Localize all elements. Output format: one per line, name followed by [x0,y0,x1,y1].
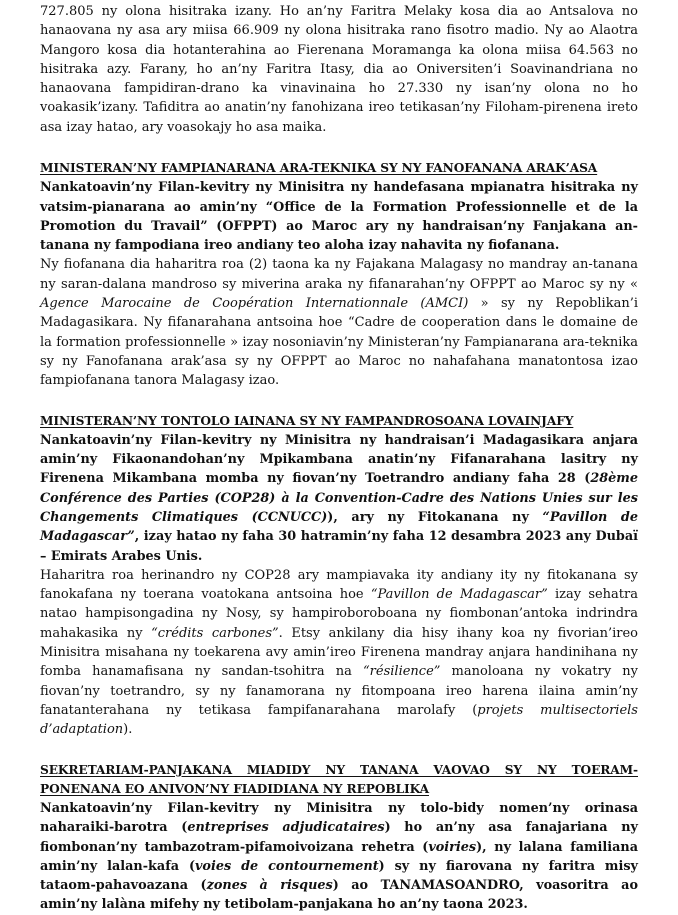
body-text: ). [123,722,133,738]
body-text: » sy ny Repoblikan’i Madagasikara. Ny fifanarahana antsoina hoe “Cadre de cooperation dans le domaine de la formation professionnelle » izay nosoniavin’ny Ministeran’ny Fampianarana ara-teknika sy ny Fanofanana arak’asa sy ny OFPPT ao Maroc no nahafahana manatontosa izao fampiofanana tanora Malagasy izao. [40,296,638,389]
lead-emphasis: voiries [428,839,477,855]
body-text: Haharitra roa herinandro ny COP28 ary mampiavaka ity andiany ity ny fitokanana sy fanokafana ny toerana voatokana antsoina hoe [40,567,638,603]
lead-text: ) ao TANAMASOANDRO, voasoritra ao amin’ny lalàna mifehy ny tetibolam-panjakana ho an’ny taona 2023. [40,878,638,913]
decision-paragraph: Nankatoavin’ny Filan-kevitry ny Minisitra ny handefasana mpianatra hisitraka ny vatsim-pianarana ao amin’ny “Office de la Formation Professionnelle et de la Promotion du Travail” (OFPPT) ao Maroc ary ny handraisan’ny Fanjakana an-tanana ny fampodiana ireo andiany teo aloha izay nahavita ny fiofanana. [40,180,638,254]
section-technical-education [40,159,638,390]
body-text: Ny fiofanana dia haharitra roa (2) taona ka ny Fajakana Malagasy no mandray an-tanana ny saran-dalana mandroso sy miverina araka ny fifanarahan’ny OFPPT ao Maroc sy ny « [40,257,638,292]
body-emphasis: “Pavillon de Madagascar” [370,587,548,603]
body-emphasis: “crédits carbones” [151,625,279,641]
section-new-cities [40,761,638,915]
body-text: . Etsy ankilany dia hisy ihany koa ny fivorian’ireo Minisitra misahana ny toekarena avy amin’ireo Firenena mandray anjara handinihana ny fomba hanamafisana ny sandan-tsohitra na [40,625,638,680]
body-emphasis: Agence Marocaine de Coopération Internationnale (AMCI) [40,296,469,312]
lead-emphasis: zones à risques [206,878,333,894]
body-paragraph [40,255,638,390]
body-text: izay sehatra natao hampisongadina ny Nosy, sy hampiroboroboana ny fiombonan’antoka indrindra mahakasika ny [40,587,638,641]
lead-emphasis: voies de contournement [195,858,379,874]
decision-paragraph [40,799,638,915]
section-environment [40,412,638,740]
body-emphasis: “résilience” [363,664,441,680]
lead-text: ), ary ny Fitokanana ny [327,509,543,525]
lead-text: , izay hatao ny faha 30 hatramin’ny faha 12 desambra 2023 any Dubaï – Emirats Arabes Unis. [40,529,638,564]
lead-text: ), ny lalana familiana amin’ny lalan-kafa ( [40,839,639,874]
lead-emphasis: “Pavillon de Madagascar” [40,509,638,545]
body-text: manoloana ny vokatry ny fiovan’ny toetrandro, sy ny fanamorana ny fitompoana ireo harena ilaina amin’ny fanatanterahana ny tetikasa fampifanarahana marolafy ( [40,664,638,718]
decision-paragraph [40,431,638,566]
intro-paragraph: 727.805 ny olona hisitraka izany. Ho an’ny Faritra Melaky kosa dia ao Antsalova no hanaovana ny asa ary miisa 66.909 ny olona hisitraka rano fisotro madio. Ny ao Alaotra Mangoro kosa dia hotanterahina ao Fierenana Moramanga ka olona miisa 64.563 no hisitraka azy. Farany, ho an’ny Faritra Itasy, dia ao Oniversiten’i Soavinandriana no hanaovana fampidiran-drano ka vinavinaina ho 27.330 ny isan’ny olona no ho voakasik’izany. Tafiditra ao anatin’ny fanohizana ireo tetikasan’ny Filoham-pirenena ireto asa izay hatao, ary voasokajy ho asa maika. [40,4,638,135]
lead-emphasis: entreprises adjudicataires [187,820,385,836]
lead-text: ) sy ny fiarovana ny faritra misy tataom-pahavoazana ( [40,858,638,894]
lead-text: Nankatoavin’ny Filan-kevitry ny Minisitra ny handraisan’i Madagasikara anjara amin’ny Fikaonandohan’ny Mpikambana anatin’ny Fifanarahana lasitry ny Firenena Mikambana momba ny fiovan’ny Toetrandro andiany faha 28 ( [40,432,638,487]
section-heading: MINISTERAN’NY TONTOLO IAINANA SY NY FAMPANDROSOANA LOVAINJAFY [40,413,574,428]
section-heading: MINISTERAN’NY FAMPIANARANA ARA-TEKNIKA SY NY FANOFANANA ARAK’ASA [40,161,598,176]
body-emphasis: projets multisectoriels d’adaptation [40,702,638,738]
lead-emphasis: 28ème Conférence des Parties (COP28) à la Convention-Cadre des Nations Unies sur les Changements Climatiques (CCNUCC) [40,471,638,525]
lead-text: ) ho an’ny asa fanajariana ny fiombonan’ny tambazotram-pifamoivoizana rehetra ( [40,820,638,855]
section-heading: SEKRETARIAM-PANJAKANA MIADIDY NY TANANA VAOVAO SY NY TOERAM-PONENANA EO ANIVON’NY FIADIDIANA NY REPOBLIKA [40,762,638,796]
lead-text: Nankatoavin’ny Filan-kevitry ny Minisitra ny tolo-bidy nomen’ny orinasa naharaiki-barotra ( [40,800,638,836]
body-paragraph [40,566,638,740]
